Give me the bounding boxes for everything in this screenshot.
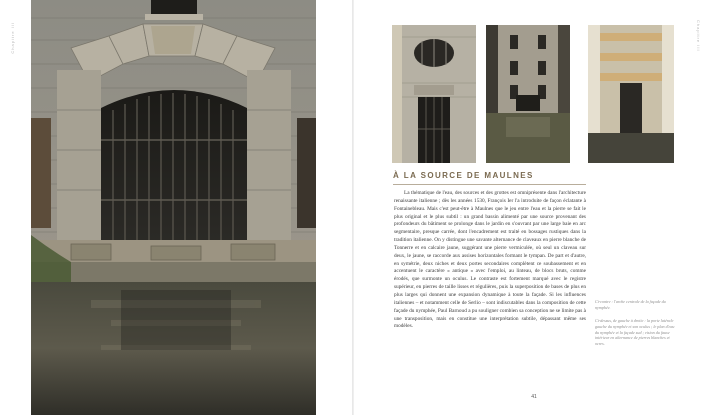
main-photo-grille-arch xyxy=(31,0,316,415)
page-number: 41 xyxy=(531,394,537,400)
left-page xyxy=(0,0,354,415)
thumbnail-courtyard-basin-illustration xyxy=(486,25,570,163)
heading-rule xyxy=(393,184,586,185)
thumbnail-door-oculus-illustration xyxy=(392,25,476,163)
caption-opposite: Ci-contre : l'arche centrale de la façade du nymphée. xyxy=(595,299,666,310)
left-running-header: Chapitre III xyxy=(10,22,15,54)
article-body: La thématique de l'eau, des sources et des grottes est omniprésente dans l'architecture renaissante italienne ; dès les années 1530, François Ier l'a introduite de façon éclatante à Fontainebleau. Mais c'est peut-être à Maulnes que le jeu entre l'eau et la pierre se fait le plus original et le plus subtil : un grand bassin alimenté par une source provenant des profondeurs du bâtiment se prolonge dans le jardin en s'ouvrant par une large baie en arc segmentaire, presque carrée, dont l'encadrement est traité en bossages rustiques dans la tradition italienne. On y distingue une savante alternance de claveaux en pierre blanche de Tonnerre et en calcaire jaune, suggérant une pierre vermiculée, où seul un claveau sur deux, le jaune, se raccorde aux assises horizontales formant le tympan. De part et d'autre, en symétrie, deux niches et deux portes secondaires complètent ce soubassement et en accentuent le caractère « antique » avec l'emploi, au linteau, de blocs bruts, comme érodés, que surmonte un oculus. Le contraste est fortement marqué avec le registre supérieur, en pierres de taille lisses et régulières, puis la superposition de bases de plus en plus larges qui donnent une expansion dynamique à toute la façade. Si les influences italiennes – et notamment celle de Serlio – sont indiscutables dans la composition de cette façade du nymphée, Paul Barnoud a pu souligner combien sa conception ne se limite pas à une transposition, mais en constitue une interprétation subtile, dépassant même ses modèles. xyxy=(394,190,586,330)
thumbnail-door-oculus xyxy=(392,25,476,163)
thumbnail-courtyard-basin xyxy=(486,25,570,163)
thumbnail-interior-facade xyxy=(588,25,674,163)
main-photo-illustration xyxy=(31,0,316,415)
right-running-header: Chapitre III xyxy=(696,20,701,52)
caption-above: Ci-dessus, de gauche à droite : la porte latérale gauche du nymphée et son oculus ; le plan d'eau du nymphée et la façade sud ; vision du fauxe intérieur en alternance de pierres blanches et ocres. xyxy=(595,318,675,347)
right-page xyxy=(354,0,709,415)
article-heading: À LA SOURCE DE MAULNES xyxy=(393,171,534,180)
thumbnail-interior-facade-illustration xyxy=(588,25,674,163)
